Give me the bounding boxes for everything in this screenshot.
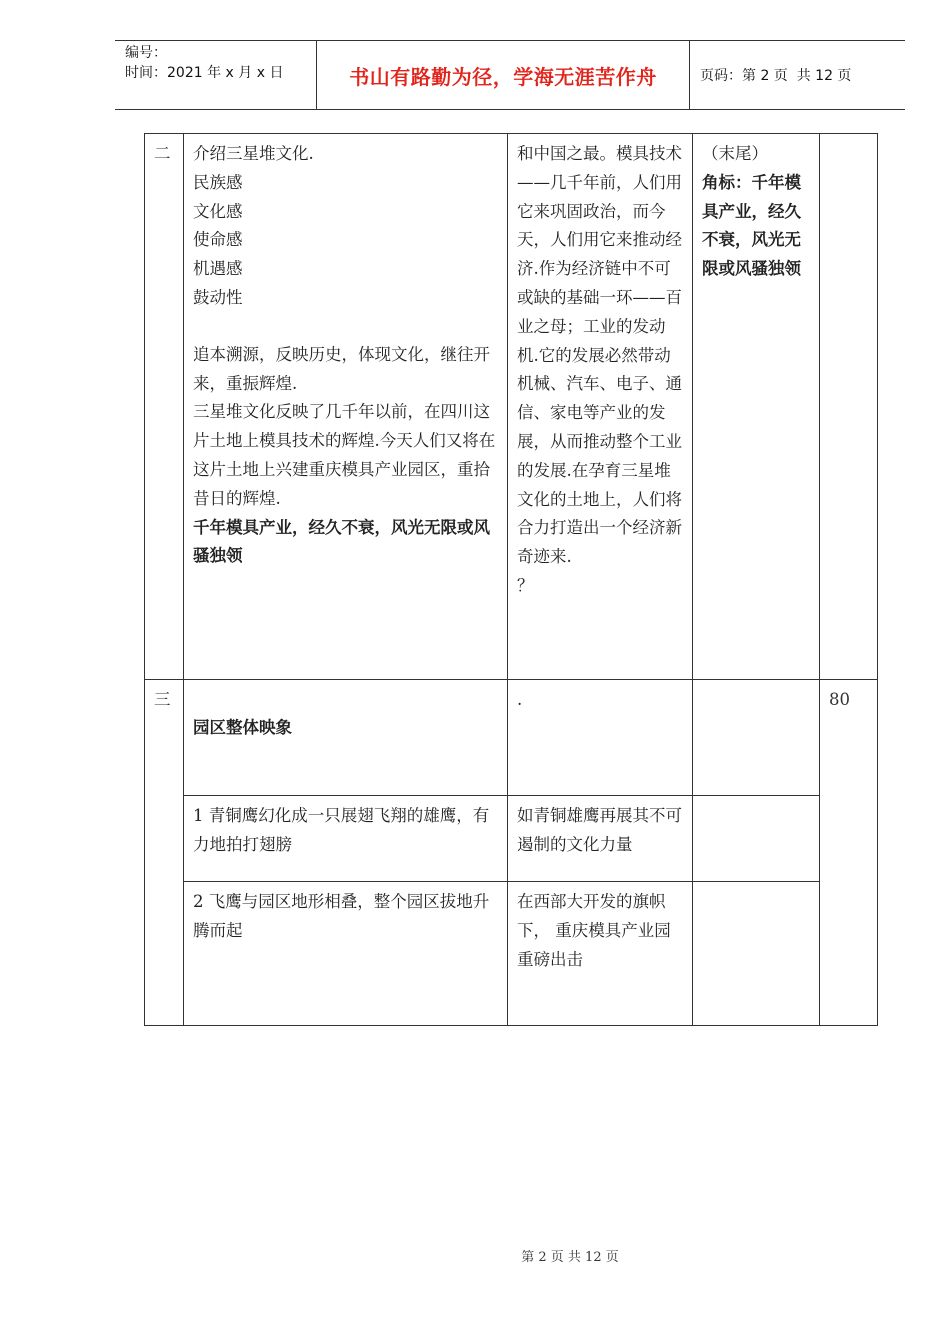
header-meta xyxy=(125,43,315,83)
script-table xyxy=(144,133,878,1026)
content-cell: 2 飞鹰与园区地形相叠，整个园区拔地升腾而起 xyxy=(184,882,508,1026)
content-line: 使命感 xyxy=(193,230,243,250)
page-footer: 第 2 页 共 12 页 xyxy=(521,1250,619,1265)
table-row xyxy=(145,882,878,1026)
content-line: 文化感 xyxy=(193,201,243,221)
row-number: 二 xyxy=(145,134,184,680)
notes-cell xyxy=(693,680,820,796)
narration-cell xyxy=(508,134,693,680)
header-motto: 书山有路勤为径，学海无涯苦作舟 xyxy=(349,64,657,89)
notes-cell xyxy=(693,796,820,882)
notes-text: （末尾） xyxy=(702,144,768,163)
spacer xyxy=(193,686,498,714)
narration-text: 和中国之最。模具技术——几千年前，人们用它来巩固政治，而今天，人们用它来推动经济.作为经济链中不可或缺的基础一环——百业之母；工业的发动机.它的发展必然带动机械、汽车、电子、通信、家电等产业的发展，从而推动整个工业的发展.在孕育三星堆文化的土地上，人们将合力打造出一个经济新奇迹来. xyxy=(517,144,682,567)
narration-cell: 如青铜雄鹰再展其不可遏制的文化力量 xyxy=(508,796,693,882)
seconds-cell: 80 xyxy=(820,680,878,1026)
serial-label: 编号： xyxy=(125,45,167,61)
notes-cell xyxy=(693,882,820,1026)
spacer xyxy=(193,313,498,341)
content-line: 鼓动性 xyxy=(193,287,243,307)
notes-slogan: 角标：千年模具产业，经久不衰，风光无限或风骚独领 xyxy=(702,172,801,279)
table-row xyxy=(145,680,878,796)
header-divider xyxy=(689,41,690,109)
row-number: 三 xyxy=(145,680,184,1026)
header-page-info: 页码：第 2 页 共 12 页 xyxy=(700,68,852,84)
section-title: 园区整体映象 xyxy=(193,718,292,737)
table-row xyxy=(145,134,878,680)
content-paragraph: 追本溯源，反映历史，体现文化，继往开来，重振辉煌. xyxy=(193,344,490,393)
content-line: 机遇感 xyxy=(193,259,243,279)
seconds-cell xyxy=(820,134,878,680)
content-line: 介绍三星堆文化. xyxy=(193,144,314,163)
notes-cell xyxy=(693,134,820,680)
content-slogan: 千年模具产业，经久不衰，风光无限或风骚独领 xyxy=(193,517,490,566)
table-row xyxy=(145,796,878,882)
content-paragraph: 三星堆文化反映了几千年以前，在四川这片土地上模具技术的辉煌.今天人们又将在这片土地上兴建重庆模具产业园区，重拾昔日的辉煌. xyxy=(193,402,496,508)
narration-end: ？ xyxy=(517,575,534,595)
narration-cell: 在西部大开发的旗帜下， 重庆模具产业园重磅出击 xyxy=(508,882,693,1026)
page-header xyxy=(115,40,905,110)
time-label: 时间：2021 年 x 月 x 日 xyxy=(125,65,284,81)
content-cell xyxy=(184,134,508,680)
content-cell: 1 青铜鹰幻化成一只展翅飞翔的雄鹰，有力地拍打翅膀 xyxy=(184,796,508,882)
content-cell xyxy=(184,680,508,796)
narration-cell: . xyxy=(508,680,693,796)
content-line: 民族感 xyxy=(193,172,243,192)
